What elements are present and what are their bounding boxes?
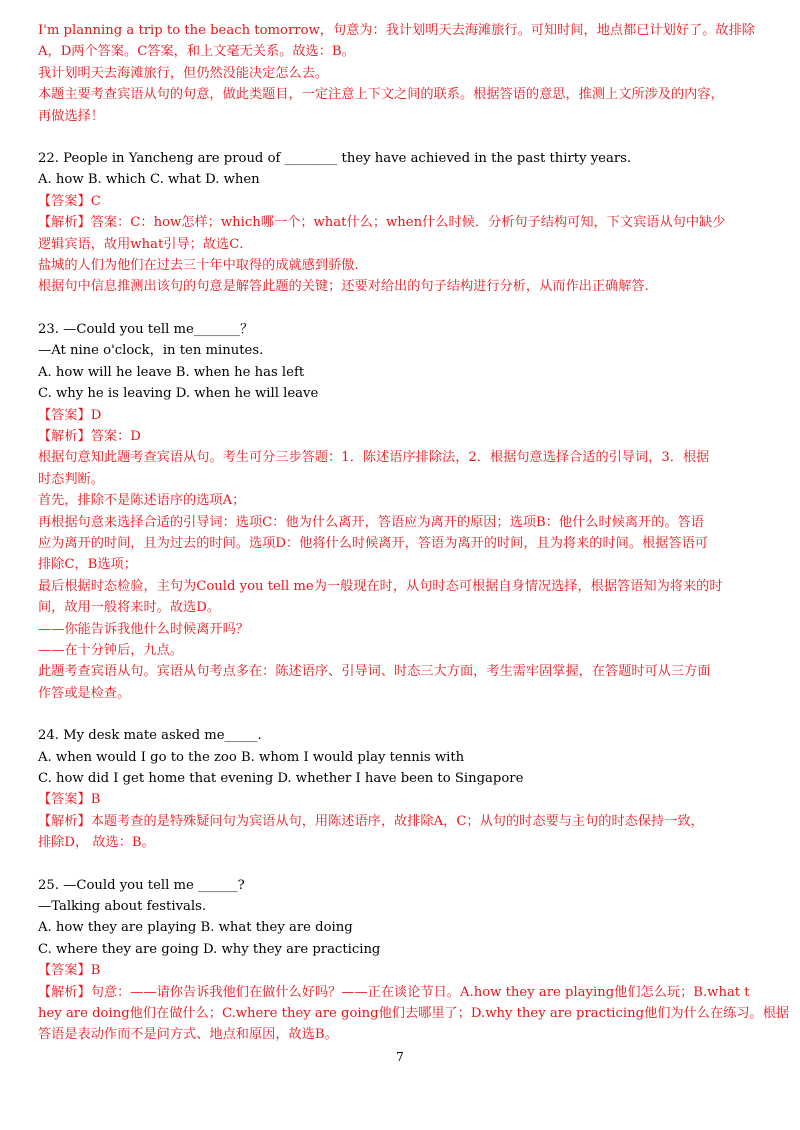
explanation-line: 本题主要考查宾语从句的句意，做此类题目，一定注意上下文之间的联系。根据答语的意思，推测上文所涉及的内容， [38, 87, 724, 103]
question-line: C. how did I get home that evening D. whether I have been to Singapore [38, 771, 524, 786]
explanation-line: 【答案】D [38, 407, 102, 423]
explanation-line: 首先，排除不是陈述语序的选项A； [38, 493, 246, 509]
question-line: A. when would I go to the zoo B. whom I would play tennis with [38, 749, 465, 765]
explanation-line: 排除D， 故选：B。 [38, 835, 155, 851]
explanation-line: I'm planning a trip to the beach tomorrow，句意为：我计划明天去海滩旅行。可知时间，地点都已计划好了。故排除 [38, 23, 755, 38]
question-line: C. why he is leaving D. when he will leave [38, 386, 319, 402]
explanation-line: 【答案】B [38, 792, 101, 808]
question-block-q21-tail [38, 20, 764, 127]
block-spacer [38, 704, 764, 725]
question-line: A. how will he leave B. when he has left [38, 364, 305, 380]
block-spacer [38, 127, 764, 148]
explanation-line: 再做选择！ [38, 108, 104, 124]
explanation-line: 【答案】B [38, 963, 101, 979]
explanation-line: hey are doing他们在做什么；C.where they are going他们去哪里了；D.why they are practicing他们为什么在练习。根据 [38, 1006, 790, 1022]
explanation-line: ——在十分钟后，九点。 [38, 642, 184, 658]
question-line: —At nine o'clock，in ten minutes. [38, 343, 264, 359]
explanation-line: 再根据句意来选择合适的引导词：选项C：他为什么离开，答语应为离开的原因；选项B：他什么时候离开的。答语 [38, 514, 704, 530]
explanation-line: 时态判断。 [38, 471, 104, 487]
question-line: 25. —Could you tell me ______? [38, 877, 245, 893]
question-line: A. how B. which C. what D. when [38, 172, 260, 188]
explanation-line: 间，故用一般将来时。故选D。 [38, 600, 221, 616]
explanation-line: 【解析】句意：——请你告诉我他们在做什么好吗？——正在谈论节日。A.how they are playing他们怎么玩；B.what t [38, 984, 750, 1000]
explanation-line: 【解析】答案：D [38, 428, 141, 444]
document-page [38, 20, 790, 1046]
question-block-q25 [38, 875, 790, 1046]
question-block-q23 [38, 319, 764, 704]
question-line: 24. My desk mate asked me_____. [38, 728, 262, 744]
question-block-q22 [38, 148, 764, 298]
explanation-line: A，D两个答案。C答案，和上文毫无关系。故选：B。 [38, 44, 355, 60]
explanation-line: 作答或是检查。 [38, 685, 131, 701]
explanation-line: 最后根据时态检验，主句为Could you tell me为一般现在时，从句时态可根据自身情况选择，根据答语知为将来的时 [38, 578, 723, 594]
explanation-line: 【解析】答案：C：how怎样；which哪一个；what什么；when什么时候．分析句子结构可知，下文宾语从句中缺少 [38, 215, 726, 231]
explanation-line: ——你能告诉我他什么时候离开吗？ [38, 621, 249, 637]
block-spacer [38, 298, 764, 319]
explanation-line: 我计划明天去海滩旅行，但仍然没能决定怎么去。 [38, 65, 329, 81]
explanation-line: 根据句中信息推测出该句的句意是解答此题的关键；还要对给出的句子结构进行分析，从而作出正确解答. [38, 279, 649, 295]
explanation-line: 【答案】C [38, 193, 101, 209]
explanation-line: 此题考查宾语从句。宾语从句考点多在：陈述语序、引导词、时态三大方面，考生需牢固掌握，在答题时可从三方面 [38, 664, 711, 680]
page-number: 7 [396, 1050, 404, 1064]
explanation-line: 应为离开的时间，且为过去的时间。选项D：他将什么时候离开，答语为离开的时间，且为将来的时间。根据答语可 [38, 535, 708, 551]
question-line: —Talking about festivals. [38, 899, 207, 915]
explanation-line: 逻辑宾语，故用what引导；故选C． [38, 236, 253, 252]
explanation-line: 答语是表动作而不是问方式、地点和原因，故选B。 [38, 1027, 338, 1043]
block-spacer [38, 854, 764, 875]
explanation-line: 【解析】本题考查的是特殊疑问句为宾语从句，用陈述语序，故排除A，C；从句的时态要与主句的时态保持一致， [38, 813, 704, 829]
question-line: 23. —Could you tell me_______？ [38, 321, 254, 337]
explanation-line: 排除C，B选项； [38, 557, 137, 573]
question-block-q24 [38, 725, 764, 853]
explanation-line: 盐城的人们为他们在过去三十年中取得的成就感到骄傲. [38, 258, 359, 274]
question-line: A. how they are playing B. what they are doing [38, 920, 353, 936]
explanation-line: 根据句意知此题考查宾语从句。考生可分三步答题：1．陈述语序排除法，2．根据句意选择合适的引导词，3．根据 [38, 450, 710, 466]
question-line: C. where they are going D. why they are practicing [38, 941, 381, 957]
question-line: 22. People in Yancheng are proud of ________ they have achieved in the past thirty years. [38, 151, 632, 167]
